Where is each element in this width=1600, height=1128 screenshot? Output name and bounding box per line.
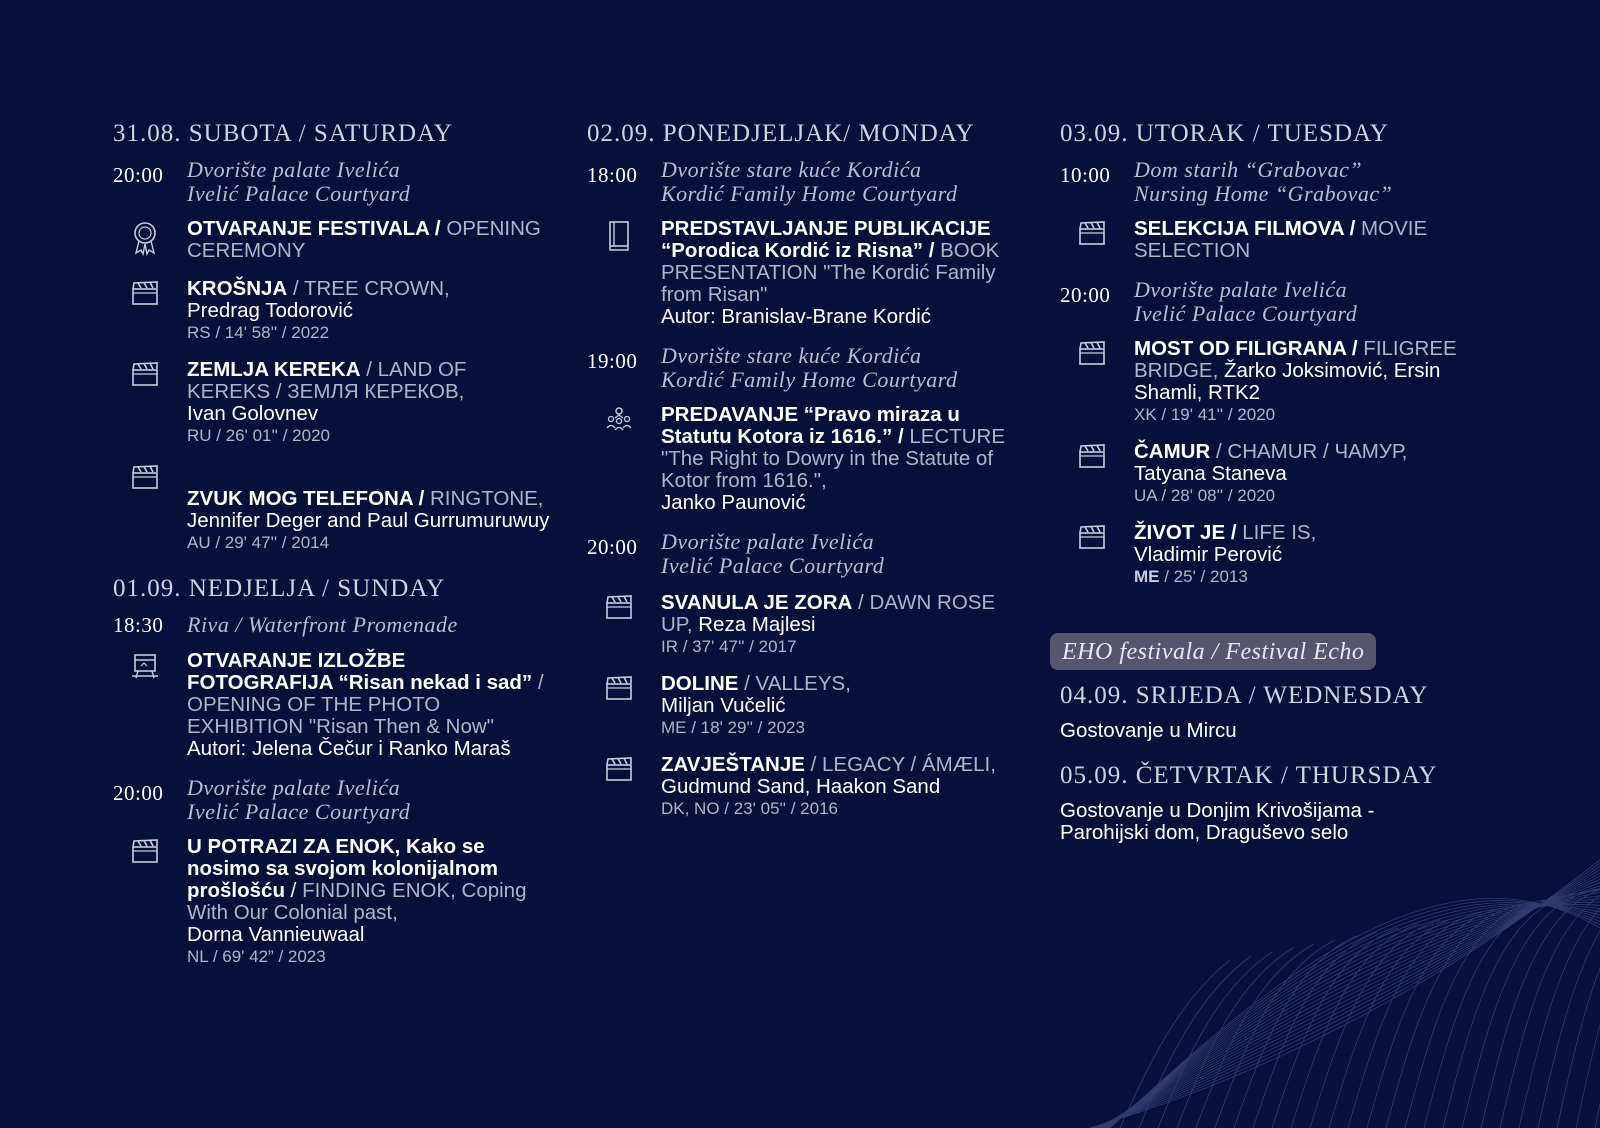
event-english-title: LECTURE "The Right to Dowry in the Statute of Kotor from 1616.", xyxy=(661,425,1006,492)
event-english-title: DAWN ROSE UP, xyxy=(661,591,996,636)
separator: / xyxy=(804,753,823,776)
time-slot xyxy=(1060,158,1480,206)
event-film-most-od-filigrana xyxy=(1060,338,1480,425)
clapperboard-icon xyxy=(113,462,187,490)
event-film-zivot-je xyxy=(1060,522,1480,587)
event-meta: ME / 18' 29'' / 2023 xyxy=(661,718,805,737)
event-title: OTVARANJE IZLOŽBE FOTOGRAFIJA “Risan nekad i sad” xyxy=(187,649,533,694)
clapperboard-icon xyxy=(1060,522,1134,550)
event-meta: RS / 14' 58'' / 2022 xyxy=(187,323,330,342)
venue-local: Dvorište palate Ivelića xyxy=(187,775,401,800)
event-movie-selection xyxy=(1060,218,1480,262)
event-film-krosnja xyxy=(113,278,553,343)
day-heading-thursday: 05.09. ČETVRTAK / THURSDAY xyxy=(1060,762,1438,789)
event-author: Gudmund Sand, Haakon Sand xyxy=(661,775,941,798)
event-english-title: LIFE IS, xyxy=(1242,521,1317,544)
event-opening-ceremony xyxy=(113,218,553,262)
event-english-title: FINDING ENOK, Coping With Our Colonial past, xyxy=(187,879,527,924)
venue-english: Kordić Family Home Courtyard xyxy=(661,181,958,206)
venue-local: Dom starih “Grabovac” xyxy=(1134,157,1363,182)
event-meta: DK, NO / 23' 05'' / 2016 xyxy=(661,799,838,818)
slot-time: 10:00 xyxy=(1060,163,1111,187)
separator: / xyxy=(738,672,756,695)
slot-time: 20:00 xyxy=(113,781,164,805)
event-english-title: RINGTONE, xyxy=(429,487,544,510)
event-lecture xyxy=(587,404,1027,514)
clapperboard-icon xyxy=(587,673,661,701)
separator: / xyxy=(360,358,378,381)
event-meta: UA / 28' 08'' / 2020 xyxy=(1134,486,1276,505)
event-author: Autori: Jelena Čečur i Ranko Maraš xyxy=(187,737,511,760)
slot-time: 19:00 xyxy=(587,349,638,373)
time-slot xyxy=(587,158,1027,206)
slot-time: 18:00 xyxy=(587,163,638,187)
venue-local: Riva / Waterfront Promenade xyxy=(187,612,458,637)
event-title: ČAMUR xyxy=(1134,440,1211,463)
venue-english: Ivelić Palace Courtyard xyxy=(661,553,885,578)
event-author: Dorna Vannieuwaal xyxy=(187,923,365,946)
separator: / xyxy=(429,217,447,240)
event-meta: IR / 37' 47'' / 2017 xyxy=(661,637,797,656)
column-tuesday-echo xyxy=(1060,120,1480,864)
event-author: Janko Paunović xyxy=(661,491,806,514)
slot-time: 20:00 xyxy=(1060,283,1111,307)
event-english-title: MOVIE SELECTION xyxy=(1134,217,1428,262)
event-film-zavjestanje xyxy=(587,754,1027,819)
time-slot xyxy=(1060,278,1480,326)
venue-local: Dvorište palate Ivelića xyxy=(1134,277,1348,302)
separator: / xyxy=(287,277,304,300)
echo-festival-badge: EHO festivala / Festival Echo xyxy=(1050,633,1376,670)
venue-local: Dvorište stare kuće Kordića xyxy=(661,157,922,182)
time-slot xyxy=(587,344,1027,392)
event-title: ZEMLJA KEREKA xyxy=(187,358,361,381)
event-title: DOLINE xyxy=(661,672,739,695)
event-title: MOST OD FILIGRANA xyxy=(1134,337,1347,360)
day-heading-wednesday: 04.09. SRIJEDA / WEDNESDAY xyxy=(1060,682,1429,709)
event-author: Tatyana Staneva xyxy=(1134,462,1287,485)
event-meta: RU / 26' 01'' / 2020 xyxy=(187,426,330,445)
event-english-title: CHAMUR / ЧАМУР, xyxy=(1227,440,1408,463)
slot-time: 20:00 xyxy=(113,163,164,187)
clapperboard-icon xyxy=(113,278,187,306)
venue-local: Dvorište palate Ivelića xyxy=(661,529,875,554)
slot-venue xyxy=(187,158,410,206)
event-english-title: FILIGREE BRIDGE, xyxy=(1134,337,1457,382)
thursday-guest-event: Gostovanje u Donjim Krivošijama - Parohijski dom, Draguševo selo xyxy=(1060,799,1375,844)
clapperboard-icon xyxy=(1060,441,1134,469)
event-meta: AU / 29' 47'' / 2014 xyxy=(187,533,330,552)
event-english-title: VALLEYS, xyxy=(755,672,851,695)
event-english-title: OPENING CEREMONY xyxy=(187,217,541,262)
event-film-zvuk-mog-telefona xyxy=(113,462,553,553)
venue-english: Ivelić Palace Courtyard xyxy=(187,181,411,206)
clapperboard-icon xyxy=(1060,338,1134,366)
separator: / xyxy=(923,239,941,262)
time-slot xyxy=(587,530,1027,578)
slot-venue xyxy=(661,344,958,392)
event-title: KROŠNJA xyxy=(187,277,288,300)
slot-time: 20:00 xyxy=(587,535,638,559)
event-title: PREDAVANJE “Pravo miraza u Statutu Kotora iz 1616.” xyxy=(661,403,960,448)
separator: / xyxy=(892,425,910,448)
event-english-title: LEGACY / ÁMÆLI, xyxy=(822,753,996,776)
clapperboard-icon xyxy=(587,754,661,782)
time-slot xyxy=(113,776,553,824)
event-english-title: TREE CROWN, xyxy=(303,277,450,300)
event-english-title: OPENING OF THE PHOTO EXHIBITION "Risan Then & Now" xyxy=(187,693,494,738)
event-title: SVANULA JE ZORA xyxy=(661,591,853,614)
event-title: U POTRAZI ZA ENOK, Kako se nosimo sa svojom kolonijalnom prošlošću xyxy=(187,835,498,902)
venue-local: Dvorište stare kuće Kordića xyxy=(661,343,922,368)
venue-local: Dvorište palate Ivelića xyxy=(187,157,401,182)
event-author: Ivan Golovnev xyxy=(187,402,319,425)
day-heading-tuesday: 03.09. UTORAK / TUESDAY xyxy=(1060,120,1389,147)
separator: / xyxy=(852,591,870,614)
column-saturday-sunday xyxy=(113,120,553,983)
separator: / xyxy=(412,487,430,510)
column-monday xyxy=(587,120,1027,835)
event-title: ZAVJEŠTANJE xyxy=(661,753,805,776)
separator: / xyxy=(1225,521,1243,544)
event-author: Jennifer Deger and Paul Gurrumuruwuy xyxy=(187,509,550,532)
separator: / xyxy=(1346,337,1364,360)
event-title: SELEKCIJA FILMOVA xyxy=(1134,217,1344,240)
separator: / xyxy=(532,671,544,694)
venue-english: Kordić Family Home Courtyard xyxy=(661,367,958,392)
clapperboard-icon xyxy=(113,359,187,387)
day-heading-saturday: 31.08. SUBOTA / SATURDAY xyxy=(113,120,453,147)
event-english-title: LAND OF KEREKS / ЗЕМЛЯ КЕРЕКОВ, xyxy=(187,358,467,403)
event-english-title: BOOK PRESENTATION "The Kordić Family from Risan" xyxy=(661,239,1000,306)
separator: / xyxy=(1343,217,1362,240)
slot-venue xyxy=(187,776,410,824)
event-film-doline xyxy=(587,673,1027,738)
event-author: Autor: Branislav-Brane Kordić xyxy=(661,305,932,328)
event-author: Vladimir Perović xyxy=(1134,543,1283,566)
slot-venue xyxy=(1134,278,1357,326)
slot-venue xyxy=(187,613,458,637)
separator: / xyxy=(1210,440,1228,463)
meta-details: / 25' / 2013 xyxy=(1159,567,1248,586)
event-film-camur xyxy=(1060,441,1480,506)
venue-english: Ivelić Palace Courtyard xyxy=(187,799,411,824)
separator: / xyxy=(284,879,303,902)
event-author: Predrag Todorović xyxy=(187,299,353,322)
slot-venue xyxy=(1134,158,1392,206)
venue-english: Nursing Home “Grabovac” xyxy=(1134,181,1393,206)
event-film-u-potrazi-za-enok xyxy=(113,836,553,967)
time-slot xyxy=(113,158,553,206)
event-meta xyxy=(1134,566,1316,587)
event-title: ŽIVOT JE xyxy=(1134,521,1226,544)
event-meta: XK / 19' 41'' / 2020 xyxy=(1134,405,1276,424)
event-author: Žarko Joksimović, Ersin Shamli, RTK2 xyxy=(1134,359,1441,404)
time-slot xyxy=(113,613,553,638)
exhibition-icon xyxy=(113,650,187,680)
meta-country: ME xyxy=(1134,567,1160,586)
clapperboard-icon xyxy=(587,592,661,620)
clapperboard-icon xyxy=(113,836,187,864)
wednesday-guest-event: Gostovanje u Mircu xyxy=(1060,719,1237,742)
event-meta: NL / 69' 42” / 2023 xyxy=(187,947,326,966)
slot-time: 18:30 xyxy=(113,613,164,637)
mesh-lines xyxy=(1090,859,1600,1128)
book-icon xyxy=(587,218,661,252)
venue-english: Ivelić Palace Courtyard xyxy=(1134,301,1358,326)
lecture-icon xyxy=(587,404,661,434)
event-author: Miljan Vučelić xyxy=(661,694,786,717)
event-title: ZVUK MOG TELEFONA xyxy=(187,487,413,510)
event-author: Reza Majlesi xyxy=(698,613,816,636)
clapperboard-icon xyxy=(1060,218,1134,246)
event-photo-exhibition xyxy=(113,650,553,760)
event-film-zemlja-kereka xyxy=(113,359,553,446)
event-book-presentation xyxy=(587,218,1027,328)
event-film-svanula-je-zora xyxy=(587,592,1027,657)
slot-venue xyxy=(661,158,958,206)
award-icon xyxy=(113,218,187,256)
day-heading-sunday: 01.09. NEDJELJA / SUNDAY xyxy=(113,575,446,602)
event-title: PREDSTAVLJANJE PUBLIKACIJE “Porodica Kordić iz Risna” xyxy=(661,217,991,262)
event-title: OTVARANJE FESTIVALA xyxy=(187,217,430,240)
day-heading-monday: 02.09. PONEDJELJAK/ MONDAY xyxy=(587,120,975,147)
slot-venue xyxy=(661,530,884,578)
